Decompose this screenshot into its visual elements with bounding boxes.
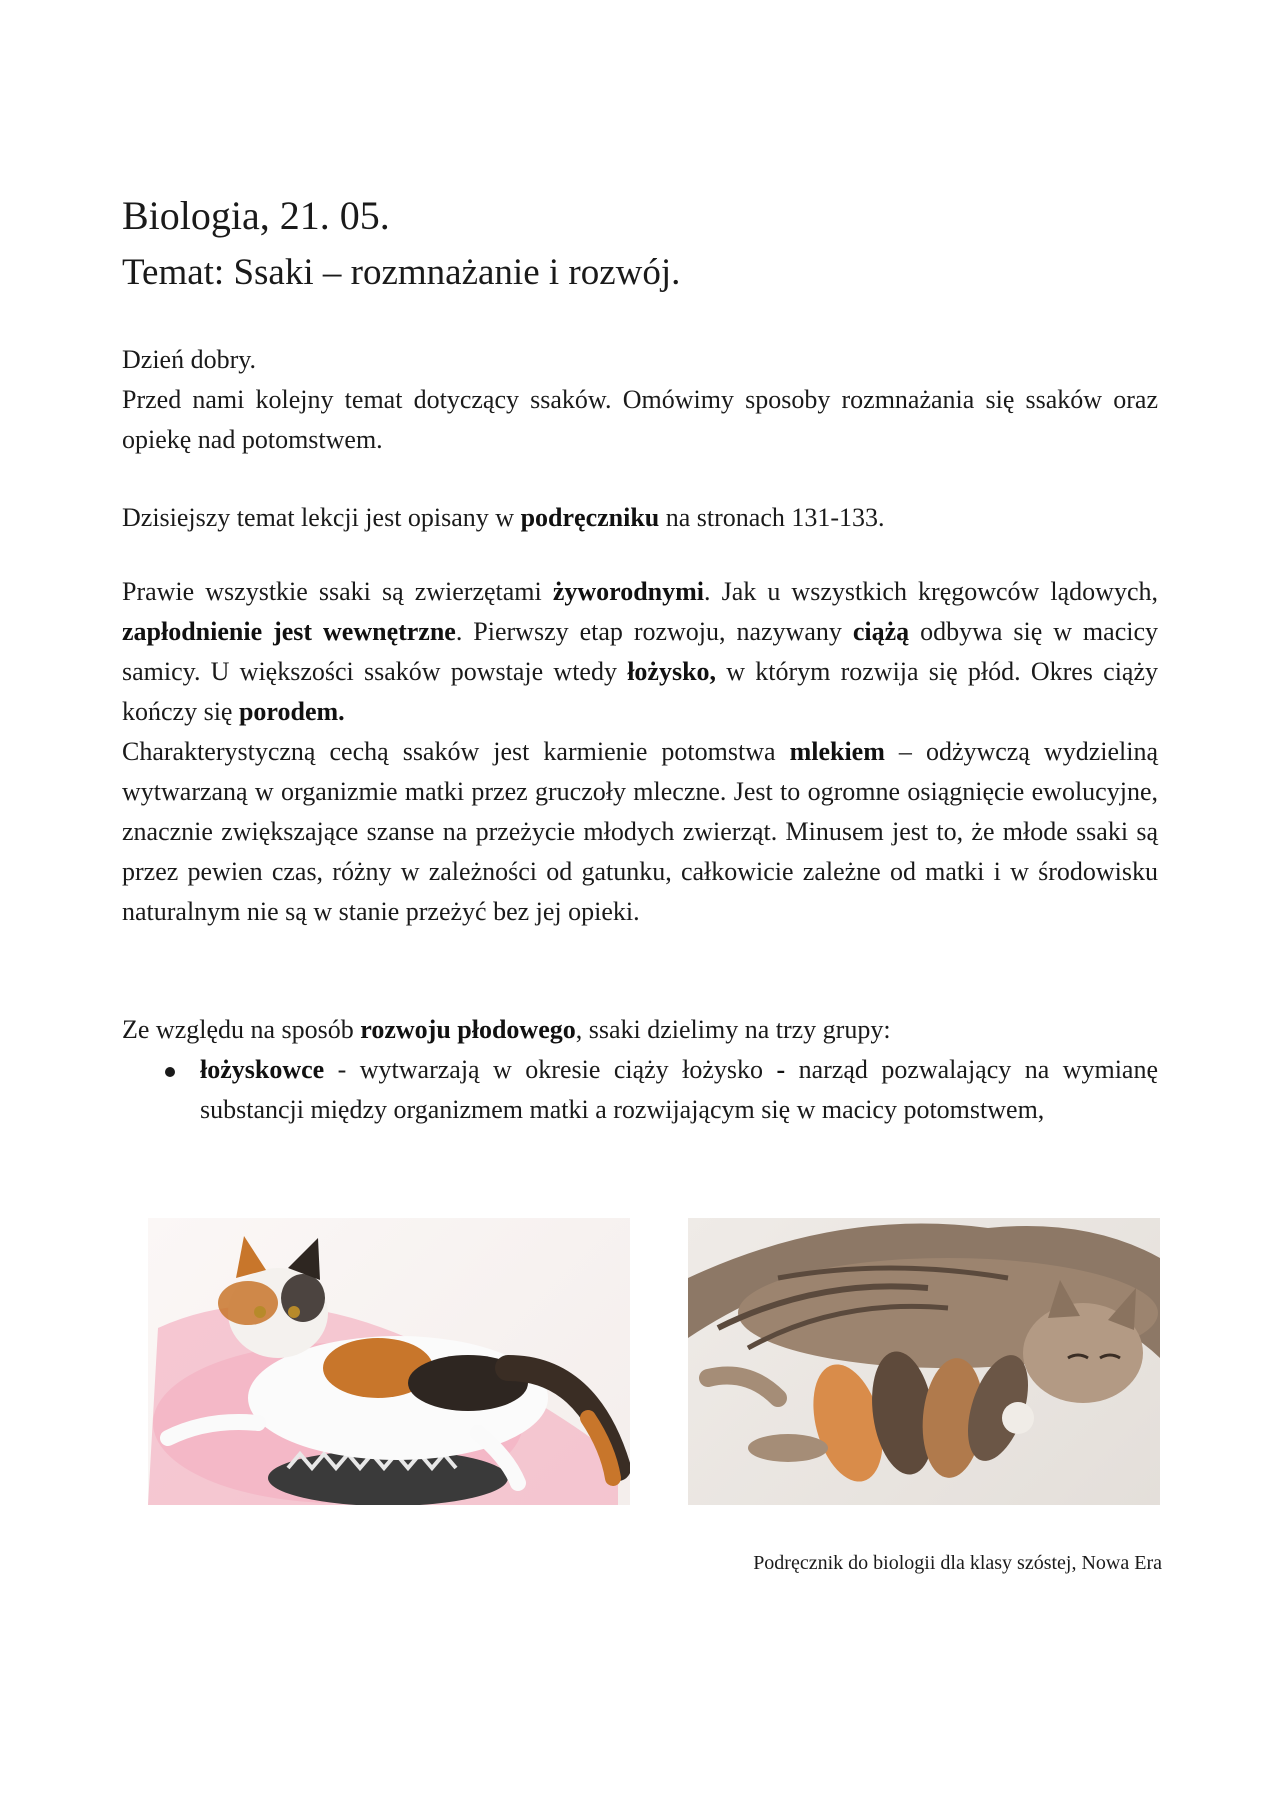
page-title: Biologia, 21. 05. <box>122 193 390 238</box>
intro-paragraph: Przed nami kolejny temat dotyczący ssaków. Omówimy sposoby rozmnażania się ssaków oraz opiekę nad potomstwem. <box>122 385 1158 454</box>
list-item: łożyskowce - wytwarzają w okresie ciąży łożysko - narząd pozwalający na wymianę substancji między organizmem matki a rozwijającym się w macicy potomstwem, <box>122 1050 1158 1130</box>
lesson-topic: Temat: Ssaki – rozmnażanie i rozwój. <box>122 252 681 293</box>
paragraph-reproduction: Prawie wszystkie ssaki są zwierzętami żyworodnymi. Jak u wszystkich kręgowców lądowych, zapłodnienie jest wewnętrzne. Pierwszy etap rozwoju, nazywany ciążą odbywa się w macicy samicy. U większości ssaków powstaje wtedy łożysko, w którym rozwija się płód. Okres ciąży kończy się porodem. <box>122 577 1158 726</box>
greeting: Dzień dobry. <box>122 345 257 374</box>
image-source-caption: Podręcznik do biologii dla klasy szóstej, Nowa Era <box>753 1552 1162 1574</box>
paragraph-milk: Charakterystyczną cechą ssaków jest karmienie potomstwa mlekiem – odżywczą wydzieliną wytwarzaną w organizmie matki przez gruczoły mleczne. Jest to ogromne osiągnięcie ewolucyjne, znacznie zwiększające szanse na przeżycie młodych zwierząt. Minusem jest to, że młode ssaki są przez pewien czas, różny w zależności od gatunku, całkowicie zależne od matki i w środowisku naturalnym nie są w stanie przeżyć bez jej opieki. <box>122 737 1158 926</box>
pregnant-cat-photo <box>148 1218 630 1505</box>
nursing-cat-photo <box>688 1218 1160 1505</box>
textbook-reference: Dzisiejszy temat lekcji jest opisany w podręczniku na stronach 131-133. <box>122 503 885 532</box>
groups-intro: Ze względu na sposób rozwoju płodowego, ssaki dzielimy na trzy grupy: <box>122 1015 891 1044</box>
groups-list <box>122 1050 1158 1130</box>
